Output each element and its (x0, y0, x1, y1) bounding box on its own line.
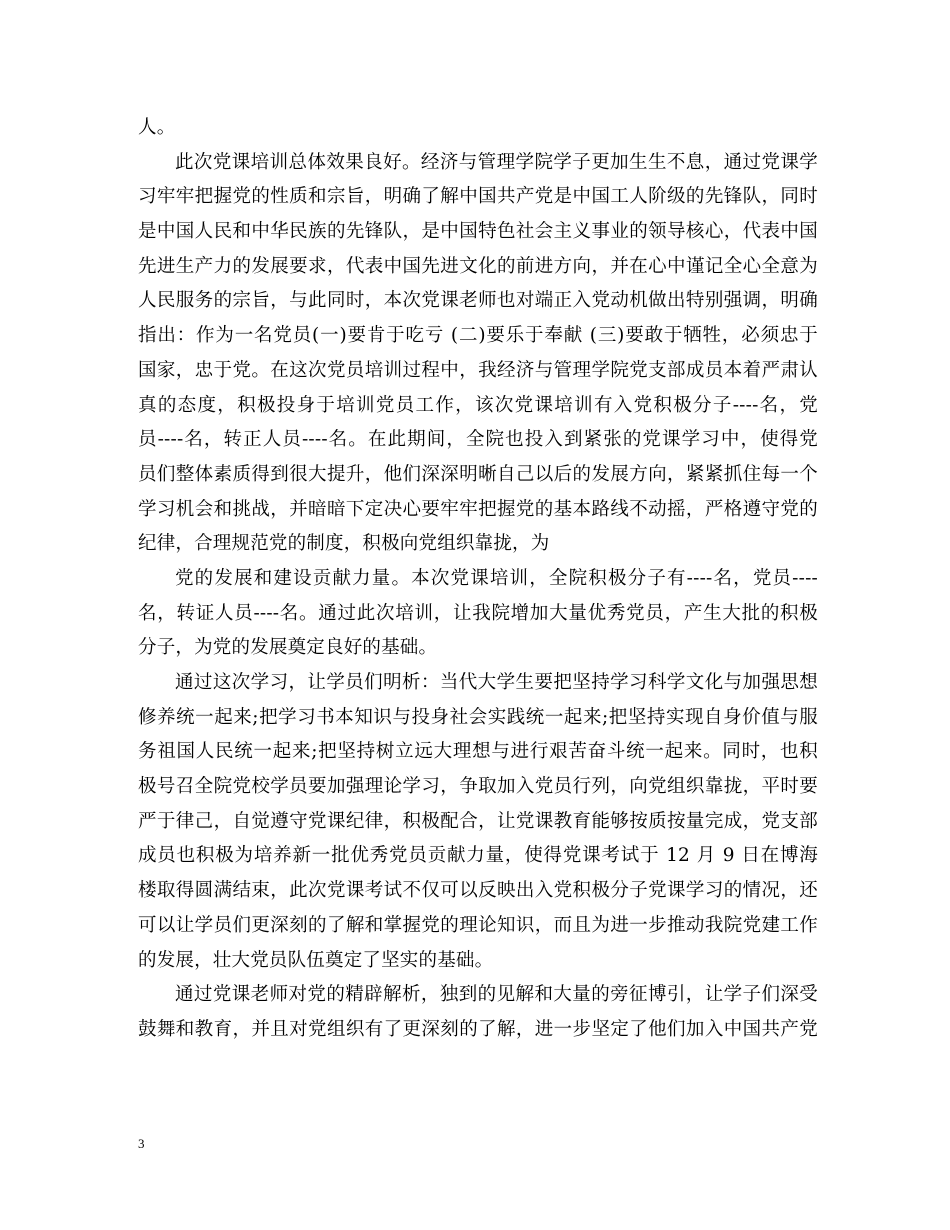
text-line: 习牢牢把握党的性质和宗旨，明确了解中国共产党是中国工人阶级的先锋队，同时 (138, 186, 818, 208)
text-line: 严于律己，自觉遵守党课纪律，积极配合，让党课教育能够按质按量完成，党支部 (138, 810, 818, 832)
text-line: 员----名，转正人员----名。在此期间，全院也投入到紧张的党课学习中，使得党 (138, 429, 818, 451)
body-text (138, 111, 818, 1048)
text-line: 楼取得圆满结束，此次党课考试不仅可以反映出入党积极分子党课学习的情况，还 (138, 880, 818, 902)
text-line: 成员也积极为培养新一批优秀党员贡献力量，使得党课考试于 12 月 9 日在博海 (138, 845, 818, 867)
text-line: 分子，为党的发展奠定良好的基础。 (138, 637, 438, 659)
text-line: 先进生产力的发展要求，代表中国先进文化的前进方向，并在心中谨记全心全意为 (138, 255, 818, 277)
text-line: 真的态度，积极投身于培训党员工作，该次党课培训有入党积极分子----名，党 (138, 394, 818, 416)
text-line: 此次党课培训总体效果良好。经济与管理学院学子更加生生不息，通过党课学 (175, 151, 818, 173)
text-line: 可以让学员们更深刻的了解和掌握党的理论知识，而且为进一步推动我院党建工作 (138, 914, 818, 936)
text-line: 通过这次学习，让学员们明析：当代大学生要把坚持学习科学文化与加强思想 (175, 672, 818, 693)
text-line: 员们整体素质得到很大提升，他们深深明晰自己以后的发展方向，紧紧抓住每一个 (138, 463, 818, 485)
text-line: 党的发展和建设贡献力量。本次党课培训，全院积极分子有----名，党员---- (175, 567, 818, 589)
text-line: 人民服务的宗旨，与此同时，本次党课老师也对端正入党动机做出特别强调，明确 (138, 290, 818, 312)
text-line: 极号召全院党校学员要加强理论学习，争取加入党员行列，向党组织靠拢，平时要 (138, 776, 818, 798)
text-line: 务祖国人民统一起来;把坚持树立远大理想与进行艰苦奋斗统一起来。同时，也积 (138, 741, 818, 763)
page-number: 3 (138, 1136, 145, 1151)
text-line: 纪律，合理规范党的制度，积极向党组织靠拢，为 (138, 533, 550, 555)
text-line: 的发展，壮大党员队伍奠定了坚实的基础。 (138, 949, 494, 971)
text-line: 修养统一起来;把学习书本知识与投身社会实践统一起来;把坚持实现自身价值与服 (138, 706, 818, 728)
text-line: 名，转证人员----名。通过此次培训，让我院增加大量优秀党员，产生大批的积极 (138, 602, 818, 624)
text-line: 人。 (138, 117, 176, 138)
text-line: 指出：作为一名党员(一)要肯于吃亏 (二)要乐于奉献 (三)要敢于牺牲，必须忠于 (138, 325, 818, 347)
text-line: 鼓舞和教育，并且对党组织有了更深刻的了解，进一步坚定了他们加入中国共产党 (138, 1018, 818, 1040)
text-line: 国家，忠于党。在这次党员培训过程中，我经济与管理学院党支部成员本着严肃认 (138, 359, 818, 381)
text-line: 是中国人民和中华民族的先锋队，是中国特色社会主义事业的领导核心，代表中国 (138, 221, 818, 243)
text-line: 学习机会和挑战，并暗暗下定决心要牢牢把握党的基本路线不动摇，严格遵守党的 (138, 498, 818, 520)
text-line: 通过党课老师对党的精辟解析，独到的见解和大量的旁征博引，让学子们深受 (175, 984, 818, 1006)
